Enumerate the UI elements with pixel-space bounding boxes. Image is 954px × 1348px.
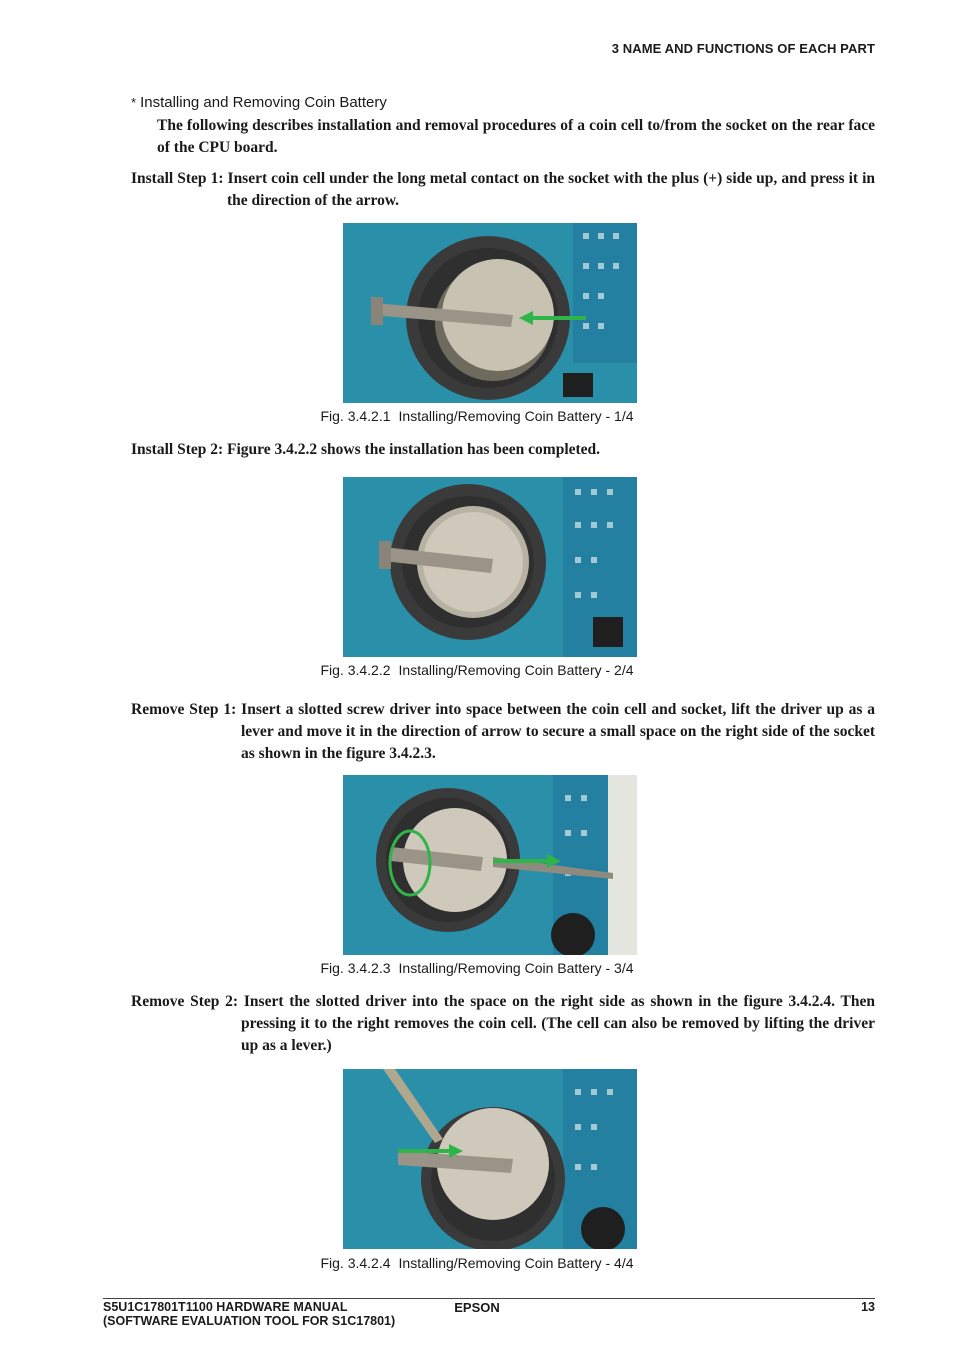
subtitle-text: Installing and Removing Coin Battery [140,94,387,111]
step-text: Insert coin cell under the long metal contact on the socket with the plus (+) side up, and press it in the direction of the arrow. [227,170,876,209]
figure-number: Fig. 3.4.2.4 [320,1255,391,1271]
install-step-1 [131,168,875,212]
figure-3-caption [0,960,954,976]
step-label: Remove Step 1: [131,701,237,718]
page-number: 13 [861,1300,875,1314]
remove-step-2 [131,991,875,1057]
install-step-2 [131,439,875,461]
footer-manual-line1: S5U1C17801T1100 HARDWARE MANUAL [103,1300,348,1314]
step-text: Insert the slotted driver into the space on the right side as shown in the figure 3.4.2.4. Then pressing it to the right removes the coin cell. (The cell can also be removed by lifting the driver up as a lever.) [241,993,876,1054]
section-subtitle [131,94,387,111]
step-label: Remove Step 2: [131,993,239,1010]
section-header: 3 NAME AND FUNCTIONS OF EACH PART [611,41,875,56]
figure-caption-text: Installing/Removing Coin Battery - 2/4 [398,662,634,678]
figure-number: Fig. 3.4.2.3 [320,960,391,976]
figure-2-photo [343,477,637,657]
figure-caption-text: Installing/Removing Coin Battery - 3/4 [398,960,634,976]
footer-rule [103,1298,875,1299]
figure-1-caption [0,408,954,424]
step-label: Install Step 1: [131,170,224,187]
figure-1-photo [343,223,637,403]
remove-step-1 [131,699,875,765]
step-text: Figure 3.4.2.2 shows the installation has been completed. [227,441,601,458]
figure-3-photo [343,775,637,955]
figure-caption-text: Installing/Removing Coin Battery - 4/4 [398,1255,634,1271]
figure-number: Fig. 3.4.2.2 [320,662,391,678]
figure-caption-text: Installing/Removing Coin Battery - 1/4 [398,408,634,424]
bullet-asterisk: * [131,95,137,110]
step-text: Insert a slotted screw driver into space between the coin cell and socket, lift the driver up as a lever and move it in the direction of arrow to secure a small space on the right side of the socket as shown in the figure 3.4.2.3. [241,701,876,762]
figure-number: Fig. 3.4.2.1 [320,408,391,424]
figure-4-caption [0,1255,954,1271]
footer-brand: EPSON [454,1300,500,1315]
figure-2-caption [0,662,954,678]
step-label: Install Step 2: [131,441,224,458]
footer-manual-line2: (SOFTWARE EVALUATION TOOL FOR S1C17801) [103,1314,396,1328]
intro-paragraph: The following describes installation and removal procedures of a coin cell to/from the socket on the rear face of the CPU board. [157,117,875,156]
figure-4-photo [343,1069,637,1249]
